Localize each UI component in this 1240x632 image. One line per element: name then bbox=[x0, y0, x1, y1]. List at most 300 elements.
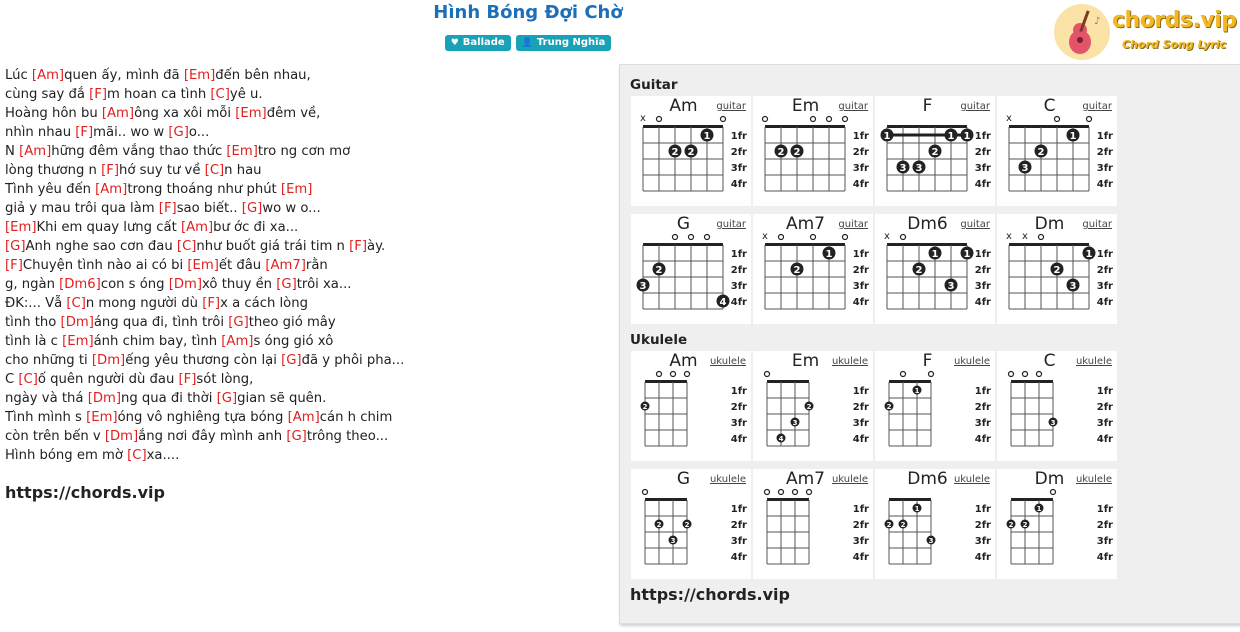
ukulele-chord-dm[interactable] bbox=[997, 469, 1117, 579]
svg-text:1fr: 1fr bbox=[852, 386, 869, 397]
chord-link[interactable]: [G] bbox=[286, 429, 307, 444]
chord-name: Am bbox=[669, 351, 698, 371]
svg-text:2fr: 2fr bbox=[974, 265, 991, 276]
ukulele-chord-em[interactable] bbox=[753, 351, 873, 461]
svg-text:2fr: 2fr bbox=[974, 147, 991, 158]
lyric-text: hớ suy tư về bbox=[118, 163, 205, 178]
lyric-text: con s óng bbox=[100, 277, 169, 292]
lyric-text: rằn bbox=[305, 258, 328, 273]
chord-diagram bbox=[875, 214, 995, 324]
lyric-text: n mong người dù bbox=[85, 296, 203, 311]
tag-genre-label: Ballade bbox=[462, 37, 505, 48]
lyric-text: sót lòng, bbox=[196, 372, 254, 387]
lyric-text: tình là c bbox=[5, 334, 63, 349]
chord-diagram bbox=[997, 351, 1117, 461]
chord-diagram bbox=[997, 469, 1117, 579]
svg-text:3fr: 3fr bbox=[1096, 418, 1113, 429]
svg-text:x: x bbox=[1022, 231, 1028, 242]
svg-text:1fr: 1fr bbox=[852, 504, 869, 515]
chord-link[interactable]: [G] bbox=[281, 353, 302, 368]
guitar-chord-em[interactable] bbox=[753, 96, 873, 206]
svg-text:3fr: 3fr bbox=[974, 281, 991, 292]
song-title: Hình Bóng Đợi Chờ bbox=[433, 2, 623, 23]
svg-text:2fr: 2fr bbox=[852, 402, 869, 413]
chord-name: Em bbox=[791, 96, 820, 116]
guitar-link[interactable]: guitar bbox=[960, 101, 990, 112]
svg-text:1fr: 1fr bbox=[1096, 131, 1113, 142]
lyric-line bbox=[5, 332, 605, 351]
chord-link[interactable]: [F] bbox=[89, 87, 108, 102]
svg-text:1: 1 bbox=[963, 131, 971, 142]
lyric-text: hững đêm vắng thao thức bbox=[51, 144, 227, 159]
svg-text:4fr: 4fr bbox=[852, 434, 869, 445]
svg-text:2fr: 2fr bbox=[974, 402, 991, 413]
svg-text:2fr: 2fr bbox=[730, 147, 747, 158]
lyric-line bbox=[5, 123, 605, 142]
svg-text:4fr: 4fr bbox=[852, 179, 869, 190]
svg-text:3fr: 3fr bbox=[852, 163, 869, 174]
chord-link[interactable]: [Em] bbox=[235, 106, 267, 121]
svg-text:4fr: 4fr bbox=[974, 179, 991, 190]
logo-subtitle: Chord Song Lyric bbox=[1122, 38, 1227, 51]
lyric-text: cùng say đắ bbox=[5, 87, 90, 102]
svg-text:3: 3 bbox=[928, 537, 934, 545]
site-url-right[interactable]: https://chords.vip bbox=[630, 585, 790, 604]
lyric-text: lòng thương n bbox=[5, 163, 102, 178]
user-icon: 👤 bbox=[521, 38, 533, 48]
ukulele-link[interactable]: ukulele bbox=[953, 356, 990, 367]
svg-text:3: 3 bbox=[639, 281, 647, 292]
chord-link[interactable]: [G] bbox=[276, 277, 297, 292]
ukulele-chord-dm6[interactable] bbox=[875, 469, 995, 579]
lyric-text: Tình yêu đến bbox=[5, 182, 96, 197]
svg-text:2: 2 bbox=[793, 147, 801, 158]
svg-text:3: 3 bbox=[1050, 419, 1056, 427]
chord-link[interactable]: [Dm] bbox=[104, 429, 139, 444]
guitar-link[interactable]: guitar bbox=[838, 219, 868, 230]
chord-link[interactable]: [Dm] bbox=[168, 277, 203, 292]
chord-diagram bbox=[631, 469, 751, 579]
lyric-text: đến bên nhau, bbox=[215, 68, 311, 83]
svg-text:4fr: 4fr bbox=[730, 434, 747, 445]
lyric-text: trong thoáng như phút bbox=[127, 182, 281, 197]
lyric-text: wo w o... bbox=[262, 201, 321, 216]
lyric-text: s óng gió xô bbox=[253, 334, 334, 349]
svg-text:4fr: 4fr bbox=[730, 552, 747, 563]
svg-text:2: 2 bbox=[671, 147, 679, 158]
chord-link[interactable]: [Dm] bbox=[91, 353, 126, 368]
guitar-chord-am7[interactable] bbox=[753, 214, 873, 324]
svg-text:2fr: 2fr bbox=[974, 520, 991, 531]
lyric-line bbox=[5, 446, 605, 465]
lyric-text: g, ngàn bbox=[5, 277, 60, 292]
svg-text:4fr: 4fr bbox=[730, 179, 747, 190]
guitar-link[interactable]: guitar bbox=[1082, 101, 1112, 112]
svg-text:3fr: 3fr bbox=[1096, 281, 1113, 292]
guitar-chord-dm6[interactable] bbox=[875, 214, 995, 324]
chord-link[interactable]: [F] bbox=[5, 258, 23, 273]
svg-text:2: 2 bbox=[793, 265, 801, 276]
svg-text:♪: ♪ bbox=[1094, 16, 1101, 27]
lyric-text: ắng nơi đây mình anh bbox=[138, 429, 287, 444]
chord-diagram bbox=[753, 469, 873, 579]
svg-text:3: 3 bbox=[947, 281, 955, 292]
lyric-line bbox=[5, 408, 605, 427]
svg-text:2fr: 2fr bbox=[852, 520, 869, 531]
svg-text:2fr: 2fr bbox=[852, 147, 869, 158]
guitar-logo-icon bbox=[1054, 4, 1110, 60]
chord-link[interactable]: [Am] bbox=[221, 334, 254, 349]
ukulele-chord-g[interactable] bbox=[631, 469, 751, 579]
lyric-text: đêm về, bbox=[266, 106, 321, 121]
lyric-text: ngày và thá bbox=[5, 391, 88, 406]
chord-link[interactable]: [Em] bbox=[183, 68, 216, 83]
svg-text:1: 1 bbox=[914, 387, 920, 395]
svg-text:1fr: 1fr bbox=[1096, 504, 1113, 515]
chord-diagram bbox=[631, 214, 751, 324]
ukulele-link[interactable]: ukulele bbox=[953, 474, 990, 485]
chord-link[interactable]: [C] bbox=[204, 163, 225, 178]
svg-text:1: 1 bbox=[1036, 505, 1042, 513]
chord-link[interactable]: [Em] bbox=[280, 182, 313, 197]
svg-text:x: x bbox=[640, 113, 646, 124]
lyric-line bbox=[5, 237, 605, 256]
svg-text:1: 1 bbox=[963, 249, 971, 260]
ukulele-chord-f[interactable] bbox=[875, 351, 995, 461]
chord-link[interactable]: [C] bbox=[127, 448, 147, 463]
ukulele-link[interactable]: ukulele bbox=[1075, 356, 1112, 367]
svg-text:4fr: 4fr bbox=[852, 297, 869, 308]
svg-text:3fr: 3fr bbox=[852, 536, 869, 547]
svg-text:2fr: 2fr bbox=[730, 402, 747, 413]
chord-name: Am7 bbox=[785, 214, 825, 234]
chord-name: Em bbox=[791, 351, 820, 371]
svg-text:4fr: 4fr bbox=[852, 552, 869, 563]
svg-text:2: 2 bbox=[915, 265, 923, 276]
svg-text:2: 2 bbox=[886, 403, 892, 411]
ukulele-link[interactable]: ukulele bbox=[831, 474, 868, 485]
svg-text:4fr: 4fr bbox=[1096, 552, 1113, 563]
lyric-text: N bbox=[5, 144, 20, 159]
svg-text:2fr: 2fr bbox=[1096, 265, 1113, 276]
chord-diagram bbox=[753, 351, 873, 461]
svg-text:2: 2 bbox=[655, 265, 663, 276]
svg-text:2: 2 bbox=[642, 403, 648, 411]
lyric-text: như buốt giá trái tim n bbox=[196, 239, 350, 254]
svg-text:2fr: 2fr bbox=[1096, 520, 1113, 531]
tag-genre[interactable] bbox=[445, 35, 511, 51]
lyric-text: m hoan ca tình bbox=[107, 87, 211, 102]
lyric-line bbox=[5, 256, 605, 275]
svg-text:2fr: 2fr bbox=[1096, 147, 1113, 158]
svg-text:x: x bbox=[1006, 113, 1012, 124]
svg-text:4fr: 4fr bbox=[974, 552, 991, 563]
guitar-link[interactable]: guitar bbox=[716, 101, 746, 112]
heartbeat-icon: ♥ bbox=[450, 38, 459, 48]
svg-text:3fr: 3fr bbox=[1096, 536, 1113, 547]
svg-text:1fr: 1fr bbox=[730, 249, 747, 260]
chord-link[interactable]: [Em] bbox=[187, 258, 219, 273]
svg-text:3fr: 3fr bbox=[730, 418, 747, 429]
lyric-text: Lúc bbox=[5, 68, 32, 83]
chord-link[interactable]: [C] bbox=[18, 372, 38, 387]
lyrics-block bbox=[5, 66, 605, 465]
chord-diagram bbox=[753, 214, 873, 324]
svg-text:3fr: 3fr bbox=[974, 418, 991, 429]
chord-link[interactable]: [F] bbox=[158, 201, 177, 216]
svg-text:2: 2 bbox=[931, 147, 939, 158]
svg-text:1: 1 bbox=[947, 131, 955, 142]
svg-text:2: 2 bbox=[1053, 265, 1061, 276]
ukulele-chord-am[interactable] bbox=[631, 351, 751, 461]
svg-text:3: 3 bbox=[1021, 163, 1029, 174]
ukulele-link[interactable]: ukulele bbox=[1075, 474, 1112, 485]
lyric-text: tình tho bbox=[5, 315, 61, 330]
svg-text:1fr: 1fr bbox=[730, 131, 747, 142]
svg-text:x: x bbox=[1006, 231, 1012, 242]
chord-link[interactable]: [Em] bbox=[86, 410, 118, 425]
lyric-text: bư ớc đi xa... bbox=[213, 220, 299, 235]
svg-text:1: 1 bbox=[883, 131, 891, 142]
chord-diagram bbox=[875, 96, 995, 206]
chord-link[interactable]: [F] bbox=[101, 163, 119, 178]
chord-link[interactable]: [G] bbox=[5, 239, 26, 254]
chord-link[interactable]: [Am] bbox=[19, 144, 52, 159]
lyric-line bbox=[5, 351, 605, 370]
guitar-link[interactable]: guitar bbox=[716, 219, 746, 230]
svg-text:4: 4 bbox=[719, 297, 727, 308]
chord-diagram bbox=[631, 96, 751, 206]
svg-text:4fr: 4fr bbox=[1096, 179, 1113, 190]
lyric-text: cho những ti bbox=[5, 353, 92, 368]
svg-text:1fr: 1fr bbox=[974, 249, 991, 260]
lyric-text: theo gió mây bbox=[248, 315, 336, 330]
svg-text:3fr: 3fr bbox=[730, 536, 747, 547]
site-logo[interactable] bbox=[1054, 4, 1237, 60]
lyric-text: cán h chim bbox=[319, 410, 393, 425]
lyric-line bbox=[5, 199, 605, 218]
svg-text:x: x bbox=[762, 231, 768, 242]
svg-text:x: x bbox=[884, 231, 890, 242]
chord-link[interactable]: [Am7] bbox=[265, 258, 306, 273]
chord-link[interactable]: [Dm6] bbox=[59, 277, 101, 292]
lyric-text: còn trên bến v bbox=[5, 429, 105, 444]
chord-link[interactable]: [Am] bbox=[31, 68, 65, 83]
lyric-line bbox=[5, 85, 605, 104]
svg-text:2: 2 bbox=[684, 521, 690, 529]
chord-link[interactable]: [Am] bbox=[95, 182, 128, 197]
guitar-chord-g[interactable] bbox=[631, 214, 751, 324]
lyric-text: xô thuy ền bbox=[202, 277, 277, 292]
chord-name: F bbox=[922, 351, 933, 371]
lyric-text: quen ấy, mình đã bbox=[64, 68, 184, 83]
svg-text:1: 1 bbox=[914, 505, 920, 513]
chord-link[interactable]: [Em] bbox=[5, 220, 37, 235]
svg-text:2: 2 bbox=[806, 403, 812, 411]
svg-text:4fr: 4fr bbox=[1096, 434, 1113, 445]
ukulele-chord-grid bbox=[631, 351, 1117, 579]
chord-link[interactable]: [Dm] bbox=[60, 315, 94, 330]
svg-text:2: 2 bbox=[1037, 147, 1045, 158]
lyric-text: ếng yêu thương còn lại bbox=[125, 353, 282, 368]
lyric-text: nhìn nhau bbox=[5, 125, 76, 140]
lyric-text: C bbox=[5, 372, 19, 387]
svg-text:2fr: 2fr bbox=[730, 520, 747, 531]
lyric-line bbox=[5, 180, 605, 199]
chord-name: Dm6 bbox=[907, 469, 948, 489]
svg-text:3: 3 bbox=[899, 163, 907, 174]
chord-link[interactable]: [Em] bbox=[62, 334, 94, 349]
lyric-text: trông theo... bbox=[306, 429, 389, 444]
svg-text:3fr: 3fr bbox=[730, 163, 747, 174]
chord-name: C bbox=[1043, 96, 1056, 116]
chord-name: Am bbox=[669, 96, 698, 116]
guitar-link[interactable]: guitar bbox=[838, 101, 868, 112]
site-url-left[interactable]: https://chords.vip bbox=[5, 483, 165, 502]
ukulele-chord-am7[interactable] bbox=[753, 469, 873, 579]
lyric-line bbox=[5, 427, 605, 446]
svg-text:1fr: 1fr bbox=[730, 504, 747, 515]
chord-name: Dm bbox=[1034, 214, 1065, 234]
guitar-section-label: Guitar bbox=[630, 77, 678, 93]
svg-text:3fr: 3fr bbox=[852, 281, 869, 292]
svg-text:2: 2 bbox=[900, 521, 906, 529]
svg-text:3: 3 bbox=[1069, 281, 1077, 292]
lyric-text: ng qua đi thời bbox=[120, 391, 217, 406]
chord-link[interactable]: [C] bbox=[66, 296, 86, 311]
svg-text:1fr: 1fr bbox=[1096, 249, 1113, 260]
svg-text:1fr: 1fr bbox=[852, 249, 869, 260]
chord-diagram bbox=[875, 351, 995, 461]
chord-diagram bbox=[997, 214, 1117, 324]
svg-text:1fr: 1fr bbox=[974, 386, 991, 397]
chord-link[interactable]: [C] bbox=[176, 239, 197, 254]
chord-link[interactable]: [Em] bbox=[226, 144, 258, 159]
svg-text:1: 1 bbox=[825, 249, 833, 260]
lyric-text: trôi xa... bbox=[296, 277, 352, 292]
chord-link[interactable]: [G] bbox=[216, 391, 238, 406]
svg-text:2fr: 2fr bbox=[730, 265, 747, 276]
svg-text:2fr: 2fr bbox=[852, 265, 869, 276]
lyric-line bbox=[5, 104, 605, 123]
svg-text:4fr: 4fr bbox=[974, 434, 991, 445]
lyric-text: yê u. bbox=[229, 87, 263, 102]
svg-text:1fr: 1fr bbox=[974, 504, 991, 515]
svg-text:1: 1 bbox=[931, 249, 939, 260]
svg-text:3: 3 bbox=[915, 163, 923, 174]
ukulele-link[interactable]: ukulele bbox=[709, 356, 746, 367]
lyric-text: ánh chim bay, tình bbox=[93, 334, 222, 349]
svg-text:1: 1 bbox=[1085, 249, 1093, 260]
chord-name: F bbox=[922, 96, 933, 116]
chord-link[interactable]: [Am] bbox=[101, 106, 135, 121]
chord-name: G bbox=[676, 214, 691, 234]
svg-text:1fr: 1fr bbox=[1096, 386, 1113, 397]
lyric-text: ết đâu bbox=[218, 258, 266, 273]
chord-link[interactable]: [G] bbox=[228, 315, 249, 330]
guitar-link[interactable]: guitar bbox=[1082, 219, 1112, 230]
lyric-text: ông xa xôi mỗi bbox=[134, 106, 236, 121]
logo-text: chords.vip bbox=[1112, 8, 1237, 33]
lyric-text: ĐK:... Vẫ bbox=[5, 296, 67, 311]
lyric-text: giả y mau trôi qua làm bbox=[5, 201, 159, 216]
chord-link[interactable]: [Dm] bbox=[87, 391, 121, 406]
guitar-chord-dm[interactable] bbox=[997, 214, 1117, 324]
lyric-text: óng vô nghiêng tựa bóng bbox=[117, 410, 288, 425]
guitar-link[interactable]: guitar bbox=[960, 219, 990, 230]
lyric-text: mãi.. wo w bbox=[93, 125, 169, 140]
tag-artist-label: Trung Nghĩa bbox=[536, 37, 606, 48]
lyric-line bbox=[5, 161, 605, 180]
guitar-chord-f[interactable] bbox=[875, 96, 995, 206]
svg-text:3fr: 3fr bbox=[730, 281, 747, 292]
chord-link[interactable]: [F] bbox=[349, 239, 367, 254]
chord-link[interactable]: [F] bbox=[75, 125, 94, 140]
lyric-text: Hoàng hôn bu bbox=[5, 106, 102, 121]
guitar-chord-c[interactable] bbox=[997, 96, 1117, 206]
svg-text:3fr: 3fr bbox=[974, 536, 991, 547]
lyric-text: áng qua đi, tình trôi bbox=[93, 315, 229, 330]
chord-diagram bbox=[631, 351, 751, 461]
lyric-text: ố quên người dù đau bbox=[37, 372, 179, 387]
lyric-text: n hau bbox=[224, 163, 262, 178]
svg-text:4: 4 bbox=[778, 435, 784, 443]
tag-artist[interactable] bbox=[516, 35, 612, 51]
chord-name: Dm6 bbox=[907, 214, 948, 234]
chord-link[interactable]: [F] bbox=[178, 372, 197, 387]
chord-link[interactable]: [Am] bbox=[287, 410, 320, 425]
ukulele-link[interactable]: ukulele bbox=[831, 356, 868, 367]
chord-link[interactable]: [Am] bbox=[180, 220, 214, 235]
svg-text:3fr: 3fr bbox=[974, 163, 991, 174]
svg-text:1fr: 1fr bbox=[974, 131, 991, 142]
lyric-text: ày. bbox=[367, 239, 386, 254]
svg-text:2: 2 bbox=[886, 521, 892, 529]
ukulele-chord-c[interactable] bbox=[997, 351, 1117, 461]
svg-text:3fr: 3fr bbox=[1096, 163, 1113, 174]
chord-link[interactable]: [G] bbox=[168, 125, 189, 140]
lyric-line bbox=[5, 389, 605, 408]
svg-text:1: 1 bbox=[703, 131, 711, 142]
lyric-text: sao biết.. bbox=[176, 201, 242, 216]
chord-diagrams-panel bbox=[619, 64, 1240, 624]
chord-link[interactable]: [C] bbox=[210, 87, 230, 102]
lyric-text: Anh nghe sao cơn đau bbox=[25, 239, 177, 254]
svg-text:4fr: 4fr bbox=[974, 297, 991, 308]
chord-link[interactable]: [G] bbox=[241, 201, 263, 216]
chord-diagram bbox=[875, 469, 995, 579]
lyric-line bbox=[5, 294, 605, 313]
lyric-text: đã y phôi pha... bbox=[301, 353, 405, 368]
guitar-chord-am[interactable] bbox=[631, 96, 751, 206]
svg-text:2: 2 bbox=[656, 521, 662, 529]
ukulele-link[interactable]: ukulele bbox=[709, 474, 746, 485]
chord-name: C bbox=[1043, 351, 1056, 371]
lyric-text: Tình mình s bbox=[5, 410, 87, 425]
svg-text:3fr: 3fr bbox=[852, 418, 869, 429]
svg-text:4fr: 4fr bbox=[1096, 297, 1113, 308]
lyric-text: Hình bóng em mờ bbox=[5, 448, 128, 463]
chord-name: Dm bbox=[1034, 469, 1065, 489]
lyric-text: xa.... bbox=[146, 448, 180, 463]
song-tags bbox=[0, 35, 1056, 51]
lyric-line bbox=[5, 142, 605, 161]
chord-name: G bbox=[676, 469, 691, 489]
chord-link[interactable]: [F] bbox=[202, 296, 221, 311]
svg-text:1: 1 bbox=[1069, 131, 1077, 142]
lyric-line bbox=[5, 313, 605, 332]
svg-text:2: 2 bbox=[1008, 521, 1014, 529]
